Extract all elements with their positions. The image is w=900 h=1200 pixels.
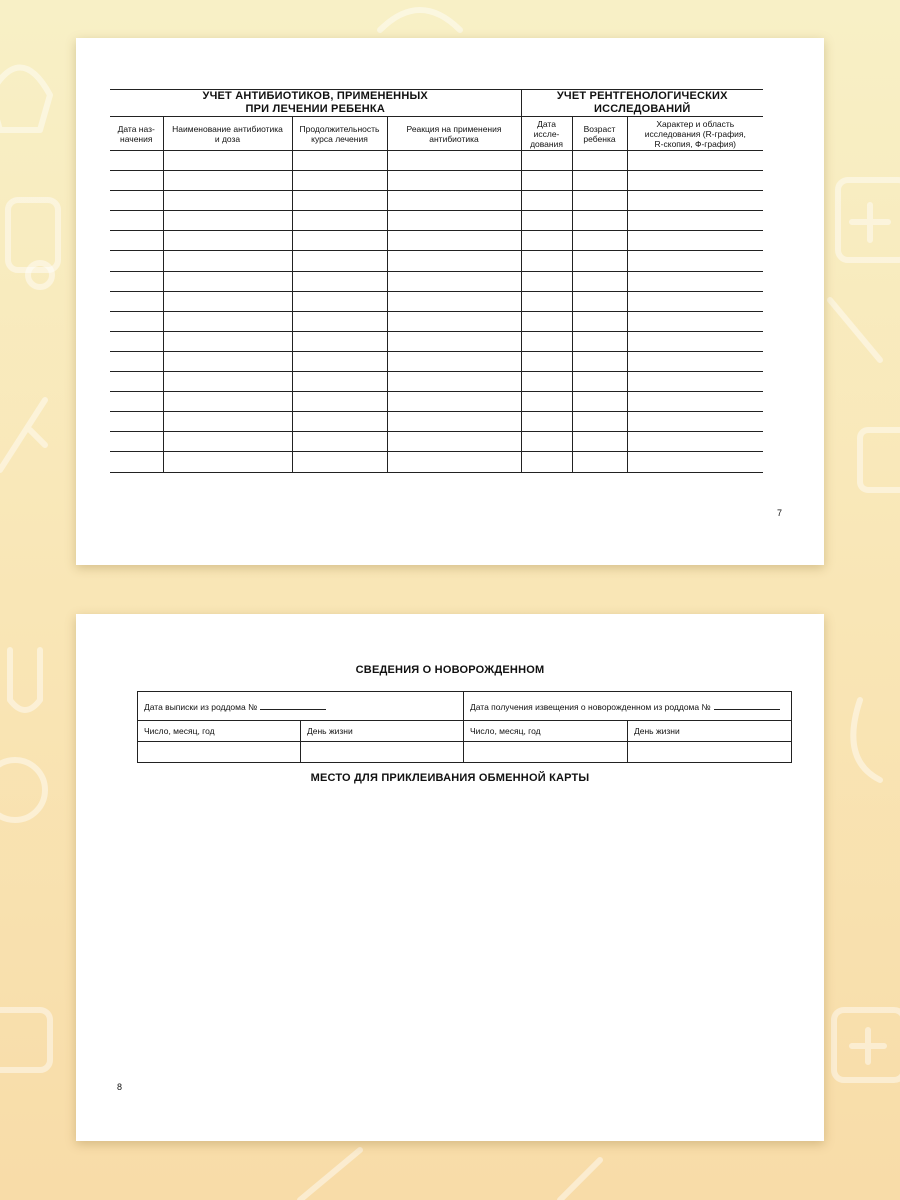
jar-icon-right <box>860 430 900 490</box>
entry-cell[interactable] <box>572 372 627 392</box>
entry-cell[interactable] <box>387 351 521 371</box>
entry-cell[interactable] <box>292 171 387 191</box>
entry-cell[interactable] <box>627 432 763 452</box>
bottle-icon <box>8 200 58 287</box>
entry-cell[interactable] <box>627 291 763 311</box>
entry-cell[interactable] <box>627 392 763 412</box>
entry-cell[interactable] <box>572 211 627 231</box>
notice-date-value-cell[interactable] <box>464 742 628 763</box>
entry-cell[interactable] <box>521 311 572 331</box>
entry-cell[interactable] <box>572 231 627 251</box>
entry-cell[interactable] <box>627 151 763 171</box>
entry-cell[interactable] <box>627 331 763 351</box>
col-antibiotic-reaction: Реакция на применения антибиотика <box>387 117 521 151</box>
newborn-info-table <box>137 691 792 763</box>
entry-cell[interactable] <box>572 191 627 211</box>
entry-cell[interactable] <box>110 191 163 211</box>
entry-cell[interactable] <box>163 331 292 351</box>
table-row <box>110 412 763 432</box>
table-row <box>110 211 763 231</box>
entry-cell[interactable] <box>292 211 387 231</box>
entry-cell[interactable] <box>521 291 572 311</box>
entry-cell[interactable] <box>292 231 387 251</box>
entry-cell[interactable] <box>292 311 387 331</box>
entry-cell[interactable] <box>163 351 292 371</box>
col-exam-type-area: Характер и область исследования (R-графия, R-скопия, Ф-графия) <box>627 117 763 151</box>
table-row <box>110 331 763 351</box>
entry-cell[interactable] <box>292 372 387 392</box>
entry-cell[interactable] <box>163 171 292 191</box>
entry-cell[interactable] <box>521 251 572 271</box>
entry-cell[interactable] <box>163 251 292 271</box>
entry-cell[interactable] <box>387 211 521 231</box>
entry-cell[interactable] <box>387 412 521 432</box>
table-row <box>110 291 763 311</box>
notice-day-of-life-header: День жизни <box>628 721 792 742</box>
antibiotics-xray-table <box>110 89 763 473</box>
table-row <box>110 311 763 331</box>
entry-cell[interactable] <box>163 271 292 291</box>
entry-cell[interactable] <box>387 331 521 351</box>
entry-cell[interactable] <box>521 271 572 291</box>
entry-cell[interactable] <box>572 271 627 291</box>
entry-cell[interactable] <box>521 452 572 472</box>
entry-cell[interactable] <box>521 392 572 412</box>
col-prescription-date: Дата наз- начения <box>110 117 163 151</box>
page-number: 8 <box>117 1082 123 1092</box>
table-row <box>110 372 763 392</box>
entry-cell[interactable] <box>572 331 627 351</box>
entry-cell[interactable] <box>627 231 763 251</box>
entry-cell[interactable] <box>110 331 163 351</box>
entry-cell[interactable] <box>163 452 292 472</box>
discharge-day-of-life-header: День жизни <box>301 721 464 742</box>
entry-cell[interactable] <box>521 231 572 251</box>
entry-cell[interactable] <box>292 351 387 371</box>
entry-cell[interactable] <box>110 231 163 251</box>
entry-cell[interactable] <box>521 171 572 191</box>
entry-cell[interactable] <box>292 151 387 171</box>
entry-cell[interactable] <box>110 372 163 392</box>
entry-cell[interactable] <box>627 311 763 331</box>
entry-cell[interactable] <box>627 251 763 271</box>
discharge-date-header: Число, месяц, год <box>138 721 301 742</box>
entry-cell[interactable] <box>627 372 763 392</box>
entry-cell[interactable] <box>387 151 521 171</box>
entry-cell[interactable] <box>627 412 763 432</box>
pill-icon-right <box>830 300 880 360</box>
entry-cell[interactable] <box>521 331 572 351</box>
entry-cell[interactable] <box>110 211 163 231</box>
entry-cell[interactable] <box>627 211 763 231</box>
discharge-date-value-cell[interactable] <box>138 742 301 763</box>
entry-cell[interactable] <box>110 412 163 432</box>
entry-cell[interactable] <box>521 191 572 211</box>
entry-cell[interactable] <box>292 331 387 351</box>
table-row <box>110 191 763 211</box>
entry-cell[interactable] <box>292 452 387 472</box>
entry-cell[interactable] <box>521 372 572 392</box>
notice-date-field[interactable] <box>464 692 792 721</box>
entry-cell[interactable] <box>110 452 163 472</box>
entry-cell[interactable] <box>387 171 521 191</box>
entry-cell[interactable] <box>387 372 521 392</box>
xray-section-title: УЧЕТ РЕНТГЕНОЛОГИЧЕСКИХ ИССЛЕДОВАНИЙ <box>521 90 763 117</box>
page-7-sheet <box>76 38 824 565</box>
circle-icon <box>0 760 45 820</box>
entry-cell[interactable] <box>163 191 292 211</box>
discharge-number-blank[interactable] <box>260 701 326 710</box>
entry-cell[interactable] <box>627 271 763 291</box>
table-row <box>110 251 763 271</box>
cap-icon-top <box>380 10 460 30</box>
col-child-age: Возраст ребенка <box>572 117 627 151</box>
notice-date-header: Число, месяц, год <box>464 721 628 742</box>
notice-date-label: Дата получения извещения о новорожденном из роддома № <box>470 701 711 712</box>
entry-cell[interactable] <box>572 151 627 171</box>
exchange-card-paste-area-title: МЕСТО ДЛЯ ПРИКЛЕИВАНИЯ ОБМЕННОЙ КАРТЫ <box>310 772 590 784</box>
entry-cell[interactable] <box>163 231 292 251</box>
entry-cell[interactable] <box>387 231 521 251</box>
syringe-icon <box>0 400 45 470</box>
entry-cell[interactable] <box>387 311 521 331</box>
entry-cell[interactable] <box>387 251 521 271</box>
col-antibiotic-name-dose: Наименование антибиотика и доза <box>163 117 292 151</box>
col-course-duration: Продолжительность курса лечения <box>292 117 387 151</box>
entry-cell[interactable] <box>292 412 387 432</box>
entry-cell[interactable] <box>163 372 292 392</box>
entry-cell[interactable] <box>627 351 763 371</box>
entry-cell[interactable] <box>292 392 387 412</box>
entry-cell[interactable] <box>163 432 292 452</box>
entry-cell[interactable] <box>627 191 763 211</box>
entry-cell[interactable] <box>572 171 627 191</box>
medical-case-icon <box>0 1010 50 1070</box>
notice-number-blank[interactable] <box>714 701 780 710</box>
discharge-day-of-life-value-cell[interactable] <box>301 742 464 763</box>
page-number: 7 <box>776 508 782 518</box>
entry-cell[interactable] <box>110 432 163 452</box>
ampoule-icon-bottom <box>300 1150 600 1200</box>
entry-cell[interactable] <box>163 392 292 412</box>
entry-cell[interactable] <box>572 452 627 472</box>
discharge-date-label: Дата выписки из роддома № <box>144 701 258 712</box>
table-row <box>110 432 763 452</box>
bandage-icon <box>0 68 50 131</box>
entry-cell[interactable] <box>292 291 387 311</box>
entry-cell[interactable] <box>572 351 627 371</box>
table-row <box>110 231 763 251</box>
stethoscope-icon-right <box>853 700 880 780</box>
entry-cell[interactable] <box>163 412 292 432</box>
table-row <box>110 392 763 412</box>
entry-cell[interactable] <box>387 392 521 412</box>
entry-cell[interactable] <box>110 291 163 311</box>
entry-cell[interactable] <box>110 311 163 331</box>
table-row <box>110 452 763 472</box>
col-exam-date: Дата иссле- дования <box>521 117 572 151</box>
entry-cell[interactable] <box>163 291 292 311</box>
stethoscope-icon <box>10 650 40 710</box>
entry-cell[interactable] <box>292 432 387 452</box>
entry-cell[interactable] <box>521 211 572 231</box>
entry-cell[interactable] <box>521 351 572 371</box>
entry-cell[interactable] <box>163 211 292 231</box>
entry-cell[interactable] <box>521 432 572 452</box>
entry-cell[interactable] <box>110 392 163 412</box>
table-row <box>110 171 763 191</box>
entry-cell[interactable] <box>387 191 521 211</box>
entry-cell[interactable] <box>110 351 163 371</box>
entry-cell[interactable] <box>110 251 163 271</box>
entry-cell[interactable] <box>387 291 521 311</box>
entry-cell[interactable] <box>627 452 763 472</box>
entry-cell[interactable] <box>110 171 163 191</box>
entry-cell[interactable] <box>572 432 627 452</box>
entry-cell[interactable] <box>627 171 763 191</box>
entry-cell[interactable] <box>292 251 387 271</box>
entry-cell[interactable] <box>572 291 627 311</box>
entry-cell[interactable] <box>521 412 572 432</box>
entry-cell[interactable] <box>292 271 387 291</box>
table-row <box>110 351 763 371</box>
plus-case-icon-right <box>838 180 900 260</box>
entry-cell[interactable] <box>110 151 163 171</box>
discharge-date-field[interactable] <box>138 692 464 721</box>
page-8-sheet <box>76 614 824 1141</box>
notice-day-of-life-value-cell[interactable] <box>628 742 792 763</box>
plus-case-icon-right-bottom <box>834 1010 900 1080</box>
table-row <box>110 151 763 171</box>
entry-cell[interactable] <box>572 251 627 271</box>
entry-cell[interactable] <box>163 311 292 331</box>
entry-cell[interactable] <box>572 311 627 331</box>
entry-cell[interactable] <box>521 151 572 171</box>
entry-cell[interactable] <box>163 151 292 171</box>
entry-cell[interactable] <box>572 412 627 432</box>
table-row <box>110 271 763 291</box>
entry-cell[interactable] <box>387 432 521 452</box>
newborn-info-title: СВЕДЕНИЯ О НОВОРОЖДЕННОМ <box>355 664 545 676</box>
entry-cell[interactable] <box>387 271 521 291</box>
entry-cell[interactable] <box>387 452 521 472</box>
antibiotics-section-title: УЧЕТ АНТИБИОТИКОВ, ПРИМЕНЕННЫХ ПРИ ЛЕЧЕНИИ РЕБЕНКА <box>110 90 521 117</box>
entry-cell[interactable] <box>292 191 387 211</box>
entry-cell[interactable] <box>110 271 163 291</box>
entry-cell[interactable] <box>572 392 627 412</box>
